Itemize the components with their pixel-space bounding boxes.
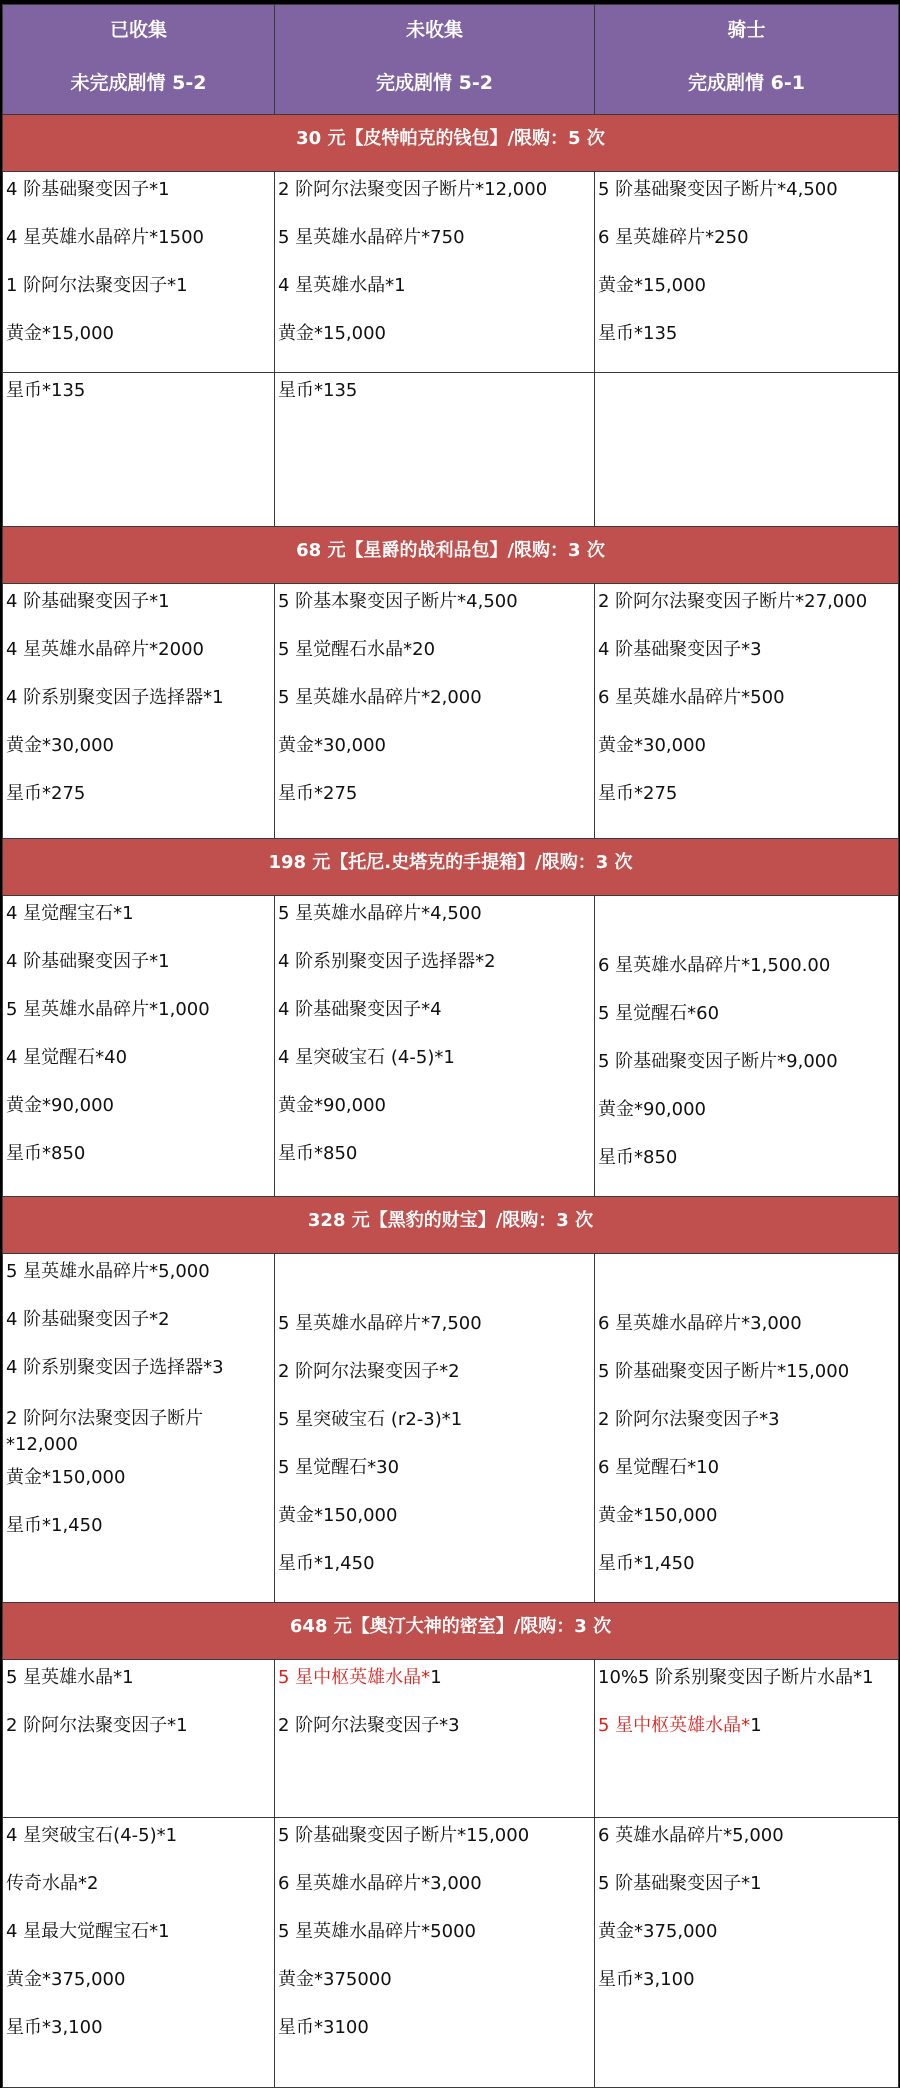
- pack-title: 198 元【托尼.史塔克的手提箱】/限购：3 次: [268, 852, 633, 873]
- reward-item: 2 阶阿尔法聚变因子断片*12,000: [278, 179, 548, 200]
- reward-item: 4 阶基础聚变因子*2: [6, 1309, 170, 1330]
- reward-item: 5 星觉醒石*60: [598, 1003, 720, 1024]
- reward-cell: [3, 1818, 275, 2088]
- reward-cell: [3, 172, 275, 373]
- reward-item: 5 阶基础聚变因子*1: [598, 1873, 762, 1894]
- pack-title: 328 元【黑豹的财宝】/限购：3 次: [307, 1210, 594, 1231]
- reward-cell: [595, 1254, 899, 1603]
- reward-item: 星币*850: [278, 1143, 358, 1164]
- reward-item: 4 星觉醒宝石*1: [6, 903, 134, 924]
- reward-item: 4 星突破宝石(4-5)*1: [6, 1825, 178, 1846]
- reward-cell: [3, 373, 275, 527]
- reward-item: 4 阶基础聚变因子*1: [6, 179, 170, 200]
- reward-row: [3, 1660, 899, 1818]
- reward-cell: [595, 172, 899, 373]
- reward-item: 星币*275: [6, 783, 86, 804]
- reward-item: 10%5 阶系别聚变因子断片水晶*1: [598, 1667, 874, 1688]
- reward-qty: 1: [430, 1667, 442, 1688]
- reward-item: 6 星觉醒石*10: [598, 1457, 720, 1478]
- section-header-row: [3, 1197, 899, 1254]
- reward-item: 星币*3100: [278, 2017, 369, 2038]
- reward-item: 星币*1,450: [6, 1515, 103, 1536]
- reward-item: 4 星英雄水晶碎片*2000: [6, 639, 204, 660]
- reward-item: 5 阶基础聚变因子断片*15,000: [278, 1825, 530, 1846]
- highlight-reward: 5 星中枢英雄水晶*: [598, 1715, 751, 1736]
- reward-item: 6 星英雄水晶碎片*500: [598, 687, 785, 708]
- reward-item: 4 星突破宝石 (4-5)*1: [278, 1047, 455, 1068]
- reward-row: [3, 1254, 899, 1603]
- reward-item: 6 星英雄水晶碎片*3,000: [598, 1313, 802, 1334]
- column-condition: 未完成剧情 5-2: [70, 72, 207, 94]
- reward-item: 星币*1,450: [598, 1553, 695, 1574]
- reward-item: 6 星英雄水晶碎片*3,000: [278, 1873, 482, 1894]
- reward-cell: [275, 1818, 595, 2088]
- section-header-row: [3, 527, 899, 584]
- reward-item: 1 阶阿尔法聚变因子*1: [6, 275, 188, 296]
- reward-item: 5 阶基础聚变因子断片*15,000: [598, 1361, 850, 1382]
- reward-item: 星币*3,100: [598, 1969, 695, 1990]
- reward-cell: [595, 1660, 899, 1818]
- reward-row: [3, 373, 899, 527]
- reward-item: 黄金*15,000: [6, 323, 114, 344]
- reward-item: 黄金*30,000: [278, 735, 386, 756]
- reward-cell: [3, 1254, 275, 1603]
- reward-item: 黄金*375000: [278, 1969, 392, 1990]
- column-title: 已收集: [109, 19, 167, 41]
- reward-item: 黄金*30,000: [6, 735, 114, 756]
- reward-item: 6 星英雄水晶碎片*1,500.00: [598, 955, 831, 976]
- reward-item: 2 阶阿尔法聚变因子断片*27,000: [598, 591, 868, 612]
- reward-item: 5 星英雄水晶*1: [6, 1667, 134, 1688]
- pack-title: 648 元【奥汀大神的密室】/限购：3 次: [289, 1616, 612, 1637]
- reward-item: 4 阶系别聚变因子选择器*3: [6, 1357, 224, 1378]
- reward-item: 5 星英雄水晶碎片*1,000: [6, 999, 210, 1020]
- reward-cell: [275, 584, 595, 839]
- reward-item: 黄金*150,000: [6, 1467, 126, 1488]
- reward-item: 5 星英雄水晶碎片*5000: [278, 1921, 476, 1942]
- reward-cell: [275, 172, 595, 373]
- reward-item: 2 阶阿尔法聚变因子*3: [278, 1715, 460, 1736]
- reward-item: 2 阶阿尔法聚变因子*1: [6, 1715, 188, 1736]
- reward-item: [598, 1716, 898, 1764]
- header-row: [3, 5, 899, 115]
- gift-pack-table: [2, 4, 899, 2088]
- reward-row: [3, 1818, 899, 2088]
- column-title: 未收集: [405, 19, 463, 41]
- reward-cell: [595, 896, 899, 1197]
- reward-item: 黄金*150,000: [598, 1505, 718, 1526]
- reward-item: 传奇水晶*2: [6, 1873, 99, 1894]
- section-header-row: [3, 839, 899, 896]
- reward-cell: [3, 584, 275, 839]
- reward-item: [598, 1288, 898, 1314]
- highlight-reward: 5 星中枢英雄水晶*: [278, 1667, 431, 1688]
- reward-item: 5 星英雄水晶碎片*5,000: [6, 1261, 210, 1282]
- reward-item: 黄金*150,000: [278, 1505, 398, 1526]
- pack-title: 68 元【星爵的战利品包】/限购：3 次: [296, 540, 605, 561]
- reward-item: 5 星英雄水晶碎片*750: [278, 227, 465, 248]
- reward-item: 黄金*90,000: [598, 1099, 706, 1120]
- reward-item: 2 阶阿尔法聚变因子断片*12,000: [6, 1408, 204, 1455]
- reward-item: 5 星突破宝石 (r2-3)*1: [278, 1409, 463, 1430]
- reward-cell: [275, 896, 595, 1197]
- reward-item: 2 阶阿尔法聚变因子*2: [278, 1361, 460, 1382]
- reward-item: 黄金*90,000: [6, 1095, 114, 1116]
- reward-cell: [275, 1660, 595, 1818]
- pack-title-bar: [3, 1197, 899, 1254]
- reward-item: 4 阶基础聚变因子*1: [6, 591, 170, 612]
- pack-title-bar: [3, 115, 899, 172]
- reward-item: 4 阶基础聚变因子*1: [6, 951, 170, 972]
- reward-cell: [595, 373, 899, 527]
- reward-item: 6 星英雄碎片*250: [598, 227, 749, 248]
- reward-row: [3, 896, 899, 1197]
- reward-item: 5 星英雄水晶碎片*7,500: [278, 1313, 482, 1334]
- section-header-row: [3, 115, 899, 172]
- reward-item: 黄金*15,000: [278, 323, 386, 344]
- column-title: 骑士: [727, 19, 766, 41]
- column-header-uncollected: [275, 5, 595, 115]
- reward-item: 5 阶基本聚变因子断片*4,500: [278, 591, 518, 612]
- reward-item: 星币*850: [6, 1143, 86, 1164]
- reward-item: 黄金*375,000: [6, 1969, 126, 1990]
- reward-item: 5 星英雄水晶碎片*2,000: [278, 687, 482, 708]
- reward-item: 星币*850: [598, 1147, 678, 1168]
- reward-cell: [3, 1660, 275, 1818]
- reward-item: [278, 1288, 594, 1314]
- reward-cell: [595, 1818, 899, 2088]
- reward-cell: [275, 373, 595, 527]
- reward-item: 4 阶基础聚变因子*3: [598, 639, 762, 660]
- reward-row: [3, 172, 899, 373]
- reward-item: 4 星英雄水晶*1: [278, 275, 406, 296]
- reward-item: 黄金*375,000: [598, 1921, 718, 1942]
- pack-title-bar: [3, 839, 899, 896]
- section-header-row: [3, 1603, 899, 1660]
- reward-item: 5 星觉醒石*30: [278, 1457, 400, 1478]
- reward-item: 2 阶阿尔法聚变因子*3: [598, 1409, 780, 1430]
- reward-item: 星币*275: [598, 783, 678, 804]
- reward-item: 黄金*90,000: [278, 1095, 386, 1116]
- column-condition: 完成剧情 5-2: [376, 72, 493, 94]
- reward-item: 5 星觉醒石水晶*20: [278, 639, 436, 660]
- reward-row: [3, 584, 899, 839]
- column-header-knight: [595, 5, 899, 115]
- reward-item: 4 星英雄水晶碎片*1500: [6, 227, 204, 248]
- reward-item: 星币*135: [598, 323, 678, 344]
- column-condition: 完成剧情 6-1: [688, 72, 805, 94]
- reward-item: 5 星英雄水晶碎片*4,500: [278, 903, 482, 924]
- reward-item: 星币*275: [278, 783, 358, 804]
- column-header-collected: [3, 5, 275, 115]
- reward-cell: [275, 1254, 595, 1603]
- pack-title: 30 元【皮特帕克的钱包】/限购：5 次: [296, 128, 605, 149]
- reward-item: 4 阶基础聚变因子*4: [278, 999, 442, 1020]
- reward-item: 4 星最大觉醒宝石*1: [6, 1921, 170, 1942]
- reward-item: 黄金*15,000: [598, 275, 706, 296]
- reward-item: 5 阶基础聚变因子断片*4,500: [598, 179, 838, 200]
- reward-cell: [595, 584, 899, 839]
- reward-item: 5 阶基础聚变因子断片*9,000: [598, 1051, 838, 1072]
- reward-item: [278, 1668, 594, 1716]
- reward-item: 黄金*30,000: [598, 735, 706, 756]
- reward-item: 星币*1,450: [278, 1553, 375, 1574]
- reward-item: 6 英雄水晶碎片*5,000: [598, 1825, 784, 1846]
- pack-title-bar: [3, 527, 899, 584]
- reward-item: 4 阶系别聚变因子选择器*1: [6, 687, 224, 708]
- pack-title-bar: [3, 1603, 899, 1660]
- reward-item: [598, 930, 898, 956]
- reward-item: 4 星觉醒石*40: [6, 1047, 128, 1068]
- reward-qty: 1: [750, 1715, 762, 1736]
- pack-sections: [3, 115, 899, 2088]
- reward-cell: [3, 896, 275, 1197]
- reward-item: 星币*3,100: [6, 2017, 103, 2038]
- reward-item: 4 阶系别聚变因子选择器*2: [278, 951, 496, 972]
- reward-item: 星币*135: [278, 380, 358, 401]
- reward-item: 星币*135: [6, 380, 86, 401]
